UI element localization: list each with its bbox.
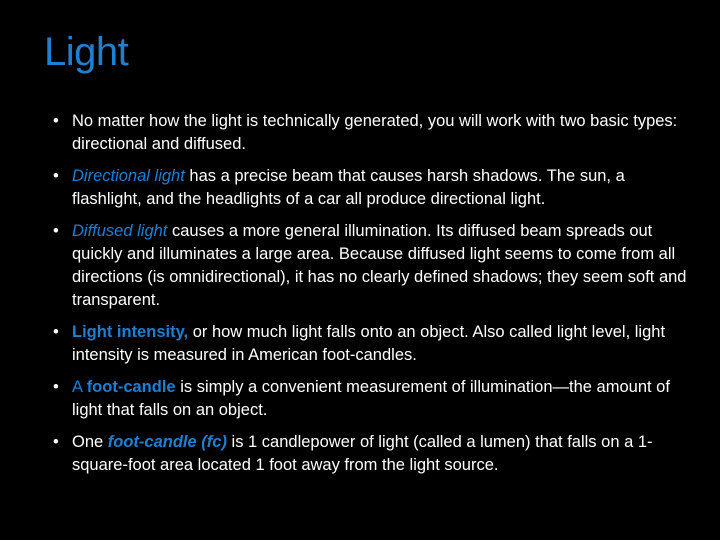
bullet-text: or how much light falls onto an object. Also called light level, light intensity is measured in American foot-candles.: [72, 323, 666, 364]
bullet-lead: A: [72, 378, 87, 396]
bullet-lead: One: [72, 433, 108, 451]
bullet-text: causes a more general illumination. Its diffused beam spreads out quickly and illuminates a large area. Because diffused light seems to come from all directions (is omnidirectional), it has no clearly defined shadows; they seem soft and transparent.: [72, 222, 687, 309]
term-highlight: Light intensity,: [72, 323, 189, 341]
term-highlight: foot-candle (fc): [107, 433, 227, 451]
bullet-item: [53, 220, 693, 312]
bullet-item: [53, 431, 693, 477]
page-title: Light: [44, 30, 129, 74]
bullet-dot-icon: •: [53, 112, 59, 130]
bullet-text: is 1 candlepower of light (called a lumen) that falls on a 1-square-foot area located 1 foot away from the light source.: [72, 433, 653, 474]
bullet-text: has a precise beam that causes harsh shadows. The sun, a flashlight, and the headlights of a car all produce directional light.: [72, 167, 625, 208]
bullet-dot-icon: •: [53, 433, 59, 451]
term-highlight: Diffused light: [72, 222, 168, 240]
bullet-text: is simply a convenient measurement of illumination—the amount of light that falls on an object.: [72, 378, 670, 419]
bullet-item: [53, 165, 693, 211]
term-highlight: foot-candle: [86, 378, 176, 396]
bullet-text: No matter how the light is technically generated, you will work with two basic types: directional and diffused.: [72, 112, 678, 153]
term-highlight: Directional light: [72, 167, 185, 185]
bullet-item: [53, 376, 693, 422]
bullet-dot-icon: •: [53, 167, 59, 185]
bullet-dot-icon: •: [53, 378, 59, 396]
bullet-list: [53, 110, 693, 486]
bullet-dot-icon: •: [53, 323, 59, 341]
bullet-dot-icon: •: [53, 222, 59, 240]
bullet-item: [53, 321, 693, 367]
bullet-item: [53, 110, 693, 156]
